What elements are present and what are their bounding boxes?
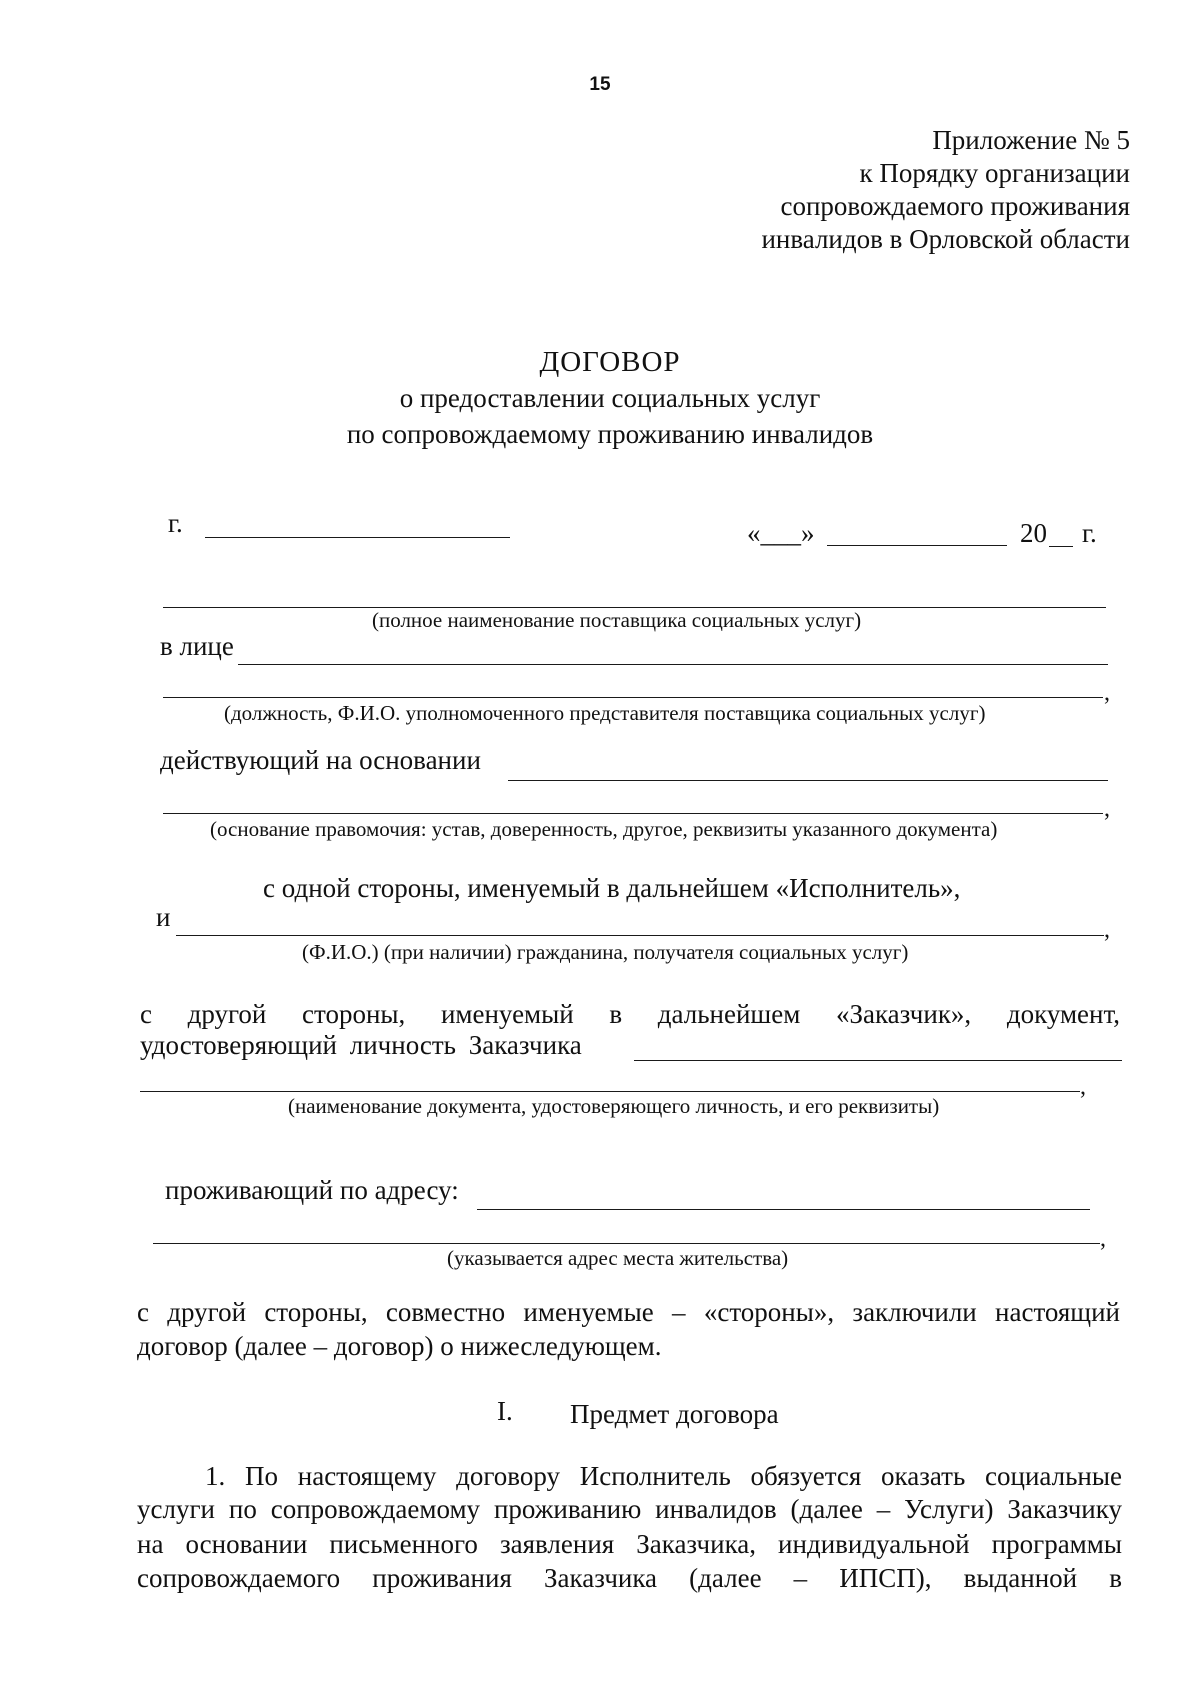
in-person-label: в лице: [160, 631, 234, 661]
document-title-block: [250, 344, 970, 452]
date-year-blank-line: [1049, 546, 1073, 547]
appendix-line-2: к Порядку организации: [859, 158, 1130, 188]
representative-comma: ,: [1104, 680, 1110, 706]
paragraph-1-line-4: сопровождаемого проживания Заказчика (далее – ИПСП), выданной в: [137, 1563, 1122, 1593]
representative-caption: (должность, Ф.И.О. уполномоченного представителя поставщика социальных услуг): [224, 701, 986, 725]
appendix-note: [640, 124, 1130, 256]
and-label: и: [156, 902, 171, 932]
date-day: «___»: [747, 518, 815, 548]
date-year-prefix: 20: [1020, 518, 1047, 548]
conclusion-line-1: с другой стороны, совместно именуемые – «стороны», заключили настоящий: [137, 1297, 1120, 1327]
document-subtitle-1: о предоставлении социальных услуг: [399, 383, 821, 413]
conclusion-line-2: договор (далее – договор) о нижеследующем.: [137, 1331, 662, 1361]
document-title: ДОГОВОР: [539, 346, 681, 378]
citizen-caption: (Ф.И.О.) (при наличии) гражданина, получателя социальных услуг): [302, 940, 909, 964]
basis-caption: (основание правомочия: устав, доверенность, другое, реквизиты указанного документа): [210, 817, 998, 841]
city-label: г.: [168, 508, 183, 538]
address-line-2: [153, 1243, 1100, 1244]
document-details-line: [140, 1091, 1080, 1092]
other-side-line-1: с другой стороны, именуемый в дальнейшем «Заказчик», документ,: [140, 999, 1120, 1029]
acting-basis-label: действующий на основании: [160, 745, 481, 775]
page-number: 15: [589, 74, 611, 95]
citizen-line: [176, 935, 1104, 936]
document-subtitle-2: по сопровождаемому проживанию инвалидов: [346, 419, 874, 449]
appendix-line-1: Приложение № 5: [932, 125, 1130, 155]
document-caption: (наименование документа, удостоверяющего личность, и его реквизиты): [288, 1094, 940, 1118]
appendix-line-3: сопровождаемого проживания: [780, 191, 1130, 221]
city-blank-line: [205, 537, 510, 538]
basis-comma: ,: [1104, 796, 1110, 822]
paragraph-1-line-3: на основании письменного заявления Заказчика, индивидуальной программы: [137, 1529, 1122, 1559]
in-person-line: [238, 664, 1108, 665]
address-label: проживающий по адресу:: [165, 1175, 459, 1205]
acting-basis-line: [508, 780, 1108, 781]
paragraph-1-line-2: услуги по сопровождаемому проживанию инвалидов (далее – Услуги) Заказчику: [137, 1494, 1122, 1524]
citizen-comma: ,: [1104, 917, 1110, 943]
paragraph-1-line-1: 1. По настоящему договору Исполнитель обязуется оказать социальные: [205, 1461, 1122, 1491]
date-year-suffix: г.: [1082, 518, 1097, 548]
other-side-line-2: удостоверяющий личность Заказчика: [140, 1030, 582, 1060]
address-comma: ,: [1100, 1226, 1106, 1252]
one-side-text: с одной стороны, именуемый в дальнейшем «Исполнитель»,: [263, 873, 961, 903]
section-title: Предмет договора: [570, 1399, 779, 1429]
basis-line: [163, 813, 1103, 814]
date-month-blank-line: [827, 545, 1007, 546]
representative-line: [163, 697, 1103, 698]
address-line: [477, 1209, 1090, 1210]
provider-caption: (полное наименование поставщика социальных услуг): [372, 608, 862, 632]
document-comma: ,: [1080, 1074, 1086, 1100]
section-number: I.: [497, 1396, 513, 1426]
appendix-line-4: инвалидов в Орловской области: [761, 224, 1130, 254]
identity-document-line: [634, 1060, 1122, 1061]
address-caption: (указывается адрес места жительства): [447, 1246, 789, 1270]
